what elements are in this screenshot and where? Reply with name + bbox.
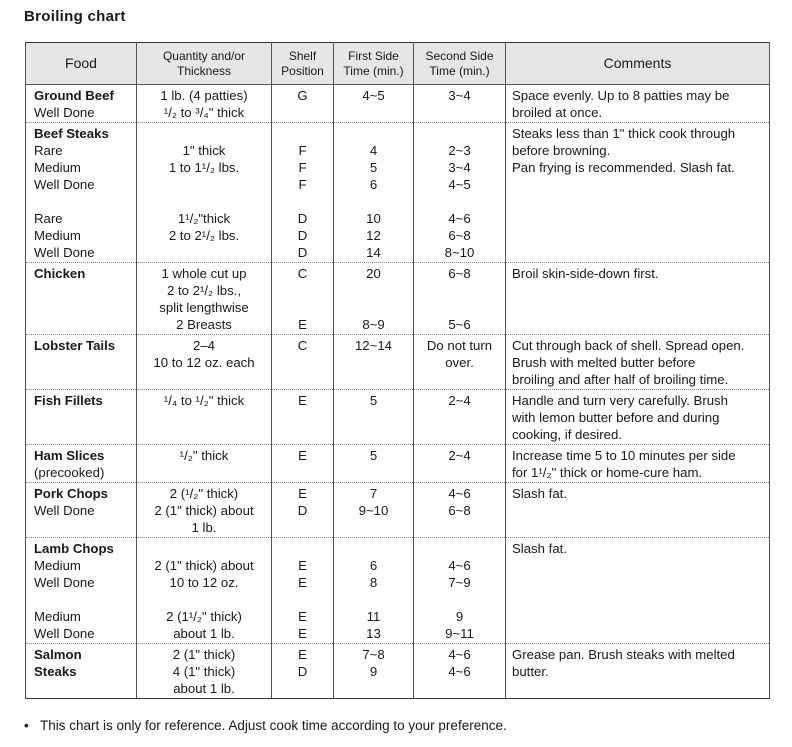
comments-cell xyxy=(506,263,770,335)
first-side-cell-line xyxy=(339,125,408,142)
second-side-cell-line: 2~4 xyxy=(448,393,471,408)
quantity-cell-line: 2 (1¹/₂" thick) xyxy=(166,609,242,624)
food-cell xyxy=(26,445,137,483)
first-side-cell-line: 8 xyxy=(369,575,378,590)
quantity-cell-line: 2–4 xyxy=(192,338,215,353)
second-side-cell-line: 3~4 xyxy=(448,88,471,103)
first-side-cell-line: 4 xyxy=(369,143,378,158)
shelf-cell-line: F xyxy=(298,177,307,192)
header-quantity-line: Thickness xyxy=(176,63,232,78)
comments-cell xyxy=(506,85,770,123)
first-side-cell-line: 9~10 xyxy=(358,503,389,518)
comments-cell xyxy=(506,644,770,699)
shelf-cell xyxy=(272,483,334,538)
second-side-cell-line: 4~5 xyxy=(448,177,471,192)
second-side-cell-line: 2~3 xyxy=(448,143,471,158)
second-side-cell-line: 4~6 xyxy=(448,558,471,573)
shelf-cell-line: E xyxy=(298,486,307,501)
shelf-cell-line xyxy=(277,125,328,142)
food-line: Rare xyxy=(34,211,63,226)
header-shelf-line: Shelf xyxy=(288,48,317,63)
quantity-cell xyxy=(137,85,272,123)
second-side-cell-line xyxy=(419,540,500,557)
first-side-cell-line: 6 xyxy=(369,558,378,573)
first-side-cell-line: 12~14 xyxy=(354,338,393,353)
food-line: Well Done xyxy=(34,626,95,641)
comments-cell-line: Slash fat. xyxy=(512,486,567,501)
quantity-cell-line xyxy=(142,244,266,261)
shelf-cell-line: E xyxy=(298,393,307,408)
comments-cell-line: Grease pan. Brush steaks with melted xyxy=(512,647,735,662)
shelf-cell-line: E xyxy=(298,647,307,662)
table-row xyxy=(26,445,770,483)
shelf-cell-line: F xyxy=(298,143,307,158)
food-line: Well Done xyxy=(34,503,95,518)
first-side-cell xyxy=(334,263,414,335)
second-side-cell-line: 5~6 xyxy=(448,317,471,332)
first-side-cell-line xyxy=(339,193,408,210)
header-shelf xyxy=(272,43,334,85)
shelf-cell-line: C xyxy=(297,266,308,281)
comments-cell xyxy=(506,123,770,263)
food-line: Well Done xyxy=(34,177,95,192)
table-row xyxy=(26,263,770,335)
second-side-cell xyxy=(414,263,506,335)
quantity-cell-line xyxy=(142,176,266,193)
bullet-icon: • xyxy=(24,718,29,733)
quantity-cell-line: 1¹/₂"thick xyxy=(177,211,231,226)
header-food: Food xyxy=(26,43,137,85)
comments-cell-line: broiled at once. xyxy=(512,105,603,120)
quantity-cell-line: split lengthwise xyxy=(159,300,249,315)
quantity-cell-line xyxy=(142,540,266,557)
first-side-cell xyxy=(334,390,414,445)
second-side-cell-line: 9~11 xyxy=(445,626,474,641)
food-line: Steaks xyxy=(34,664,77,679)
second-side-cell-line: 2~4 xyxy=(448,448,471,463)
shelf-cell-line: D xyxy=(297,503,308,518)
food-cell xyxy=(26,263,137,335)
shelf-cell-line: C xyxy=(297,338,308,353)
comments-cell xyxy=(506,483,770,538)
shelf-cell-line: D xyxy=(297,228,308,243)
table-row xyxy=(26,85,770,123)
food-line xyxy=(34,193,131,210)
second-side-cell-line xyxy=(419,125,500,142)
shelf-cell-line: F xyxy=(298,160,307,175)
food-line: Fish Fillets xyxy=(34,393,103,408)
second-side-cell xyxy=(414,445,506,483)
second-side-cell xyxy=(414,644,506,699)
second-side-cell-line: 7~9 xyxy=(448,575,471,590)
shelf-cell-line: G xyxy=(297,88,308,103)
quantity-cell xyxy=(137,335,272,390)
comments-cell-line: for 1¹/₂" thick or home-cure ham. xyxy=(512,465,703,480)
quantity-cell-line: 10 to 12 oz. each xyxy=(153,355,255,370)
food-line: Ham Slices xyxy=(34,448,105,463)
table-row xyxy=(26,123,770,263)
comments-cell-line: Pan frying is recommended. Slash fat. xyxy=(512,160,735,175)
header-shelf-line: Position xyxy=(281,63,324,78)
first-side-cell-line: 6 xyxy=(369,177,378,192)
shelf-cell-line: E xyxy=(298,575,307,590)
first-side-cell xyxy=(334,123,414,263)
quantity-cell-line: 1 lb. (4 patties) xyxy=(160,88,248,103)
food-line: Well Done xyxy=(34,105,95,120)
food-line: Beef Steaks xyxy=(34,126,109,141)
first-side-cell-line: 8~9 xyxy=(362,317,385,332)
broiling-table xyxy=(25,42,770,699)
comments-cell-line: Broil skin-side-down first. xyxy=(512,266,659,281)
comments-cell-line: Cut through back of shell. Spread open. xyxy=(512,338,745,353)
comments-cell-line: with lemon butter before and during xyxy=(512,410,720,425)
second-side-cell-line: 4~6 xyxy=(448,486,471,501)
first-side-cell-line: 7~8 xyxy=(362,647,385,662)
quantity-cell-line: about 1 lb. xyxy=(173,681,235,696)
quantity-cell-line: 2 (¹/₂" thick) xyxy=(169,486,239,501)
note-text: This chart is only for reference. Adjust cook time according to your preference. xyxy=(40,718,507,733)
shelf-cell xyxy=(272,123,334,263)
comments-cell-line: cooking, if desired. xyxy=(512,427,622,442)
shelf-cell xyxy=(272,335,334,390)
table-row xyxy=(26,483,770,538)
second-side-cell-line xyxy=(419,282,500,299)
food-line: Rare xyxy=(34,143,63,158)
second-side-cell xyxy=(414,335,506,390)
shelf-cell xyxy=(272,538,334,644)
food-cell xyxy=(26,123,137,263)
first-side-cell-line: 9 xyxy=(369,664,378,679)
quantity-cell-line xyxy=(142,591,266,608)
table-row xyxy=(26,335,770,390)
second-side-cell-line: 4~6 xyxy=(448,647,471,662)
first-side-cell-line xyxy=(339,299,408,316)
second-side-cell-line: 6~8 xyxy=(448,228,471,243)
quantity-cell-line: 2 (1" thick) about xyxy=(154,558,254,573)
second-side-cell-line: 3~4 xyxy=(448,160,471,175)
food-cell xyxy=(26,483,137,538)
comments-cell-line: Brush with melted butter before xyxy=(512,355,696,370)
quantity-cell-line: 2 to 2¹/₂ lbs. xyxy=(168,228,240,243)
second-side-cell-line: 4~6 xyxy=(448,664,471,679)
food-line: Medium xyxy=(34,228,81,243)
food-line: Pork Chops xyxy=(34,486,109,501)
first-side-cell-line: 4~5 xyxy=(362,88,385,103)
first-side-cell-line: 14 xyxy=(366,245,381,260)
comments-cell-line: Steaks less than 1" thick cook through xyxy=(512,126,736,141)
quantity-cell-line: ¹/₄ to ¹/₂" thick xyxy=(163,393,245,408)
shelf-cell xyxy=(272,85,334,123)
shelf-cell-line xyxy=(277,540,328,557)
second-side-cell-line: 6~8 xyxy=(448,266,471,281)
food-line: (precooked) xyxy=(34,465,105,480)
shelf-cell xyxy=(272,390,334,445)
quantity-cell-line: 2 Breasts xyxy=(176,317,232,332)
food-cell xyxy=(26,644,137,699)
chart-title: Broiling chart xyxy=(24,8,126,25)
first-side-cell xyxy=(334,644,414,699)
reference-note xyxy=(24,718,507,733)
quantity-cell-line: 2 (1" thick) about xyxy=(154,503,254,518)
shelf-cell xyxy=(272,445,334,483)
header-second-line: Time (min.) xyxy=(429,63,490,78)
comments-cell-line: Increase time 5 to 10 minutes per side xyxy=(512,448,736,463)
food-line: Well Done xyxy=(34,575,95,590)
food-line: Salmon xyxy=(34,647,82,662)
food-line: Well Done xyxy=(34,245,95,260)
second-side-cell xyxy=(414,123,506,263)
first-side-cell-line: 5 xyxy=(369,393,378,408)
first-side-cell-line: 5 xyxy=(369,448,378,463)
first-side-cell-line: 5 xyxy=(369,160,378,175)
first-side-cell-line xyxy=(339,591,408,608)
quantity-cell-line: 2 (1" thick) xyxy=(172,647,236,662)
comments-cell xyxy=(506,335,770,390)
food-cell xyxy=(26,335,137,390)
header-first-side xyxy=(334,43,414,85)
food-line xyxy=(34,591,131,608)
shelf-cell-line: E xyxy=(298,558,307,573)
second-side-cell-line: Do not turn xyxy=(426,338,493,353)
quantity-cell-line: 1 lb. xyxy=(191,520,217,535)
second-side-cell-line xyxy=(419,193,500,210)
second-side-cell xyxy=(414,390,506,445)
comments-cell-line: before browning. xyxy=(512,143,611,158)
food-line: Lamb Chops xyxy=(34,541,114,556)
shelf-cell-line xyxy=(277,282,328,299)
quantity-cell-line: 4 (1" thick) xyxy=(172,664,236,679)
table-body xyxy=(26,85,770,699)
second-side-cell xyxy=(414,85,506,123)
second-side-cell-line xyxy=(419,299,500,316)
second-side-cell-line: 4~6 xyxy=(448,211,471,226)
header-second-side xyxy=(414,43,506,85)
shelf-cell-line: E xyxy=(298,626,307,641)
second-side-cell-line: 8~10 xyxy=(444,245,475,260)
food-line: Chicken xyxy=(34,266,86,281)
comments-cell-line: butter. xyxy=(512,664,549,679)
quantity-cell-line: 2 to 2¹/₂ lbs., xyxy=(166,283,242,298)
second-side-cell-line: 6~8 xyxy=(448,503,471,518)
table-row xyxy=(26,644,770,699)
shelf-cell-line: D xyxy=(297,664,308,679)
first-side-cell xyxy=(334,85,414,123)
quantity-cell xyxy=(137,483,272,538)
second-side-cell xyxy=(414,538,506,644)
quantity-cell-line: about 1 lb. xyxy=(173,626,235,641)
food-cell xyxy=(26,538,137,644)
food-line: Medium xyxy=(34,609,81,624)
second-side-cell-line: over. xyxy=(445,355,474,370)
food-cell xyxy=(26,85,137,123)
first-side-cell-line xyxy=(339,540,408,557)
shelf-cell-line: E xyxy=(298,609,307,624)
comments-cell xyxy=(506,390,770,445)
shelf-cell-line: D xyxy=(297,245,308,260)
comments-cell xyxy=(506,538,770,644)
first-side-cell-line: 20 xyxy=(366,266,381,281)
header-comments: Comments xyxy=(506,43,770,85)
first-side-cell xyxy=(334,538,414,644)
quantity-cell xyxy=(137,538,272,644)
quantity-cell-line: 1 whole cut up xyxy=(161,266,247,281)
header-first-line: First Side xyxy=(348,48,399,63)
food-line: Medium xyxy=(34,558,81,573)
shelf-cell xyxy=(272,644,334,699)
first-side-cell-line: 12 xyxy=(366,228,381,243)
first-side-cell-line: 11 xyxy=(366,609,381,624)
quantity-cell-line xyxy=(142,125,266,142)
header-second-line: Second Side xyxy=(425,48,494,63)
quantity-cell-line: 1" thick xyxy=(182,143,226,158)
comments-cell-line: Slash fat. xyxy=(512,541,567,556)
quantity-cell xyxy=(137,390,272,445)
quantity-cell-line: ¹/₂ to ³/₄" thick xyxy=(163,105,245,120)
quantity-cell-line: 10 to 12 oz. xyxy=(169,575,239,590)
quantity-cell xyxy=(137,644,272,699)
comments-cell-line: broiling and after half of broiling time. xyxy=(512,372,729,387)
header-quantity xyxy=(137,43,272,85)
header-quantity-line: Quantity and/or xyxy=(162,48,246,63)
quantity-cell-line xyxy=(142,193,266,210)
first-side-cell-line: 10 xyxy=(366,211,381,226)
shelf-cell-line xyxy=(277,591,328,608)
shelf-cell-line xyxy=(277,193,328,210)
shelf-cell-line xyxy=(277,299,328,316)
quantity-cell-line: 1 to 1¹/₂ lbs. xyxy=(168,160,240,175)
food-cell xyxy=(26,390,137,445)
shelf-cell-line: D xyxy=(297,211,308,226)
second-side-cell xyxy=(414,483,506,538)
first-side-cell xyxy=(334,483,414,538)
comments-cell xyxy=(506,445,770,483)
food-line: Lobster Tails xyxy=(34,338,116,353)
second-side-cell-line xyxy=(419,591,500,608)
quantity-cell xyxy=(137,123,272,263)
quantity-cell xyxy=(137,263,272,335)
shelf-cell-line: E xyxy=(298,317,307,332)
shelf-cell xyxy=(272,263,334,335)
table-row xyxy=(26,538,770,644)
first-side-cell xyxy=(334,335,414,390)
quantity-cell-line: ¹/₂" thick xyxy=(179,448,229,463)
header-row xyxy=(26,43,770,85)
header-first-line: Time (min.) xyxy=(343,63,404,78)
quantity-cell xyxy=(137,445,272,483)
table-row xyxy=(26,390,770,445)
first-side-cell-line: 13 xyxy=(366,626,381,641)
comments-cell-line: Handle and turn very carefully. Brush xyxy=(512,393,728,408)
food-line: Medium xyxy=(34,160,81,175)
first-side-cell xyxy=(334,445,414,483)
second-side-cell-line: 9 xyxy=(455,609,464,624)
first-side-cell-line xyxy=(339,282,408,299)
first-side-cell-line: 7 xyxy=(369,486,378,501)
food-line: Ground Beef xyxy=(34,88,114,103)
comments-cell-line: Space evenly. Up to 8 patties may be xyxy=(512,88,730,103)
shelf-cell-line: E xyxy=(298,448,307,463)
